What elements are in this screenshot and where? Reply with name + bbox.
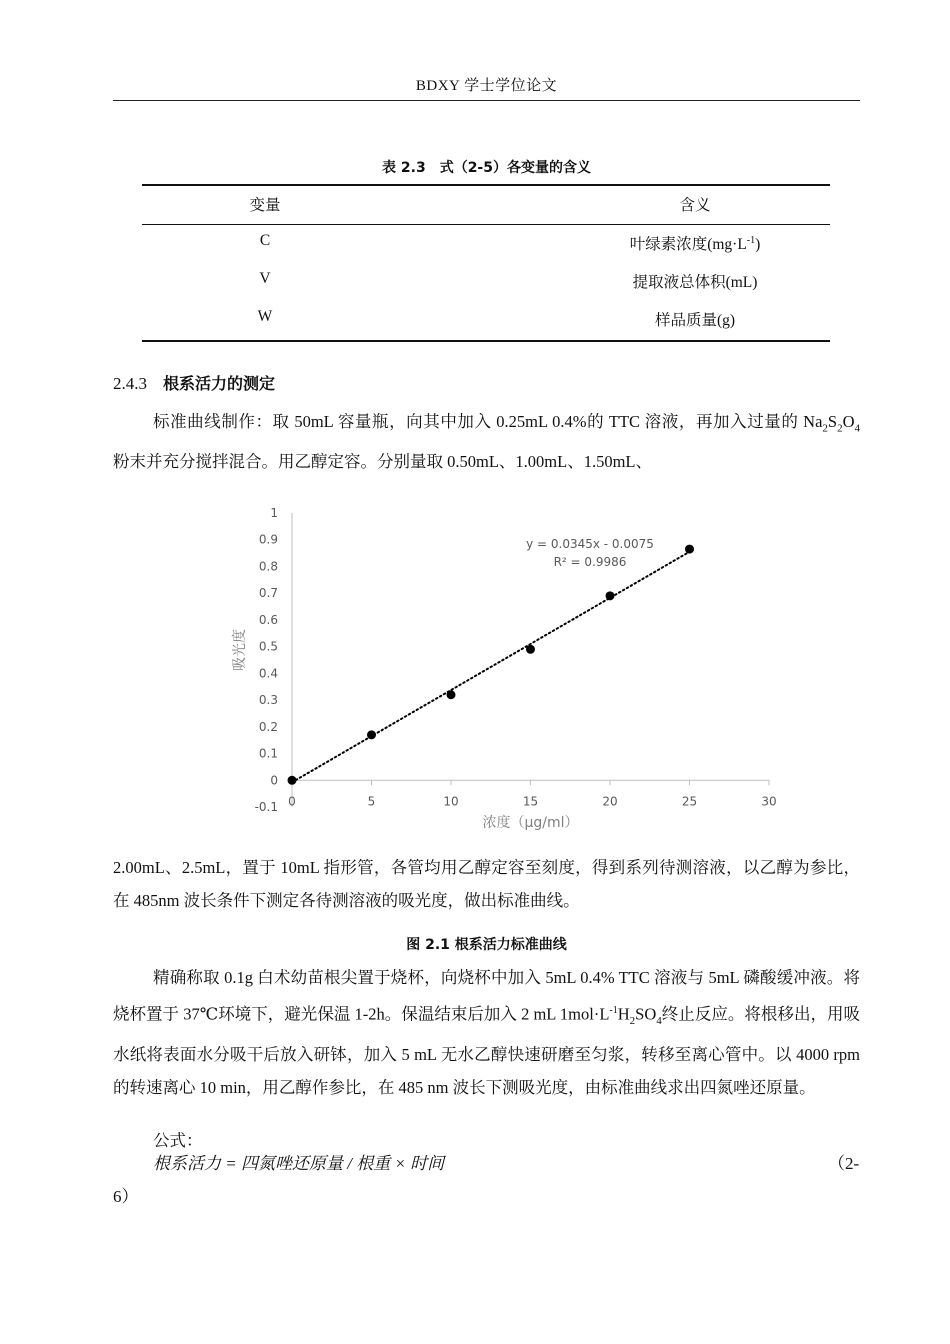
table-header-rule bbox=[142, 224, 830, 225]
data-point bbox=[685, 545, 694, 554]
table-row-var: W bbox=[257, 308, 273, 325]
x-tick-label: 0 bbox=[288, 794, 296, 809]
y-tick-label: 0.3 bbox=[258, 693, 278, 708]
y-tick-label: 0.7 bbox=[258, 586, 278, 601]
table-row-var: V bbox=[259, 270, 271, 287]
y-tick-label: 0.6 bbox=[258, 612, 278, 627]
y-tick-label: 0.2 bbox=[258, 719, 278, 734]
table-header-meaning: 含义 bbox=[679, 197, 711, 214]
formula: 根系活力 = 四氮唑还原量 / 根重 × 时间 bbox=[153, 1154, 445, 1173]
trendline-equation: y = 0.0345x - 0.0075 bbox=[526, 537, 654, 551]
data-point bbox=[288, 776, 297, 785]
y-tick-label: 0.9 bbox=[258, 532, 278, 547]
x-axis-title: 浓度（μg/ml） bbox=[482, 815, 579, 831]
data-point bbox=[606, 591, 615, 600]
trendline bbox=[292, 550, 693, 782]
paragraph-method: 精确称取 0.1g 白术幼苗根尖置于烧杯，向烧杯中加入 5mL 0.4% TTC 溶液与 5mL 磷酸缓冲液。将烧杯置于 37℃环境下，避光保温 1-2h。保温结束后加入 2 mL $1mol\cdot L^{-1}H_2SO_4$终止反应。将根移出，用吸水纸将表面水分吸干后放入研钵，加入 5 mL 无水乙醇快速研磨至匀浆，转移至离心管中。以 4000 rpm 的转速离心 10 min，用乙醇作参比，在 485 nm 波长下测吸光度，由标准曲线求出四氮唑还原量。 bbox=[113, 968, 860, 1097]
section-heading bbox=[113, 371, 275, 394]
table-row-var: C bbox=[259, 232, 271, 249]
y-tick-label: 0.5 bbox=[258, 639, 278, 654]
x-tick-label: 10 bbox=[443, 794, 459, 809]
y-tick-label: 1 bbox=[270, 506, 278, 520]
header-rule bbox=[113, 100, 860, 101]
page-header: BDXY 学士学位论文 bbox=[415, 78, 558, 94]
trendline-r2: R² = 0.9986 bbox=[553, 555, 627, 569]
y-tick-label: 0 bbox=[270, 773, 278, 788]
data-point bbox=[367, 730, 376, 739]
x-tick-label: 25 bbox=[681, 794, 698, 809]
formula-label: 公式： bbox=[153, 1131, 203, 1150]
formula-number-cont: 6） bbox=[113, 1187, 139, 1206]
y-tick-label: 0.8 bbox=[258, 559, 278, 574]
y-tick-label: 0.1 bbox=[258, 746, 278, 761]
x-tick-label: 15 bbox=[522, 794, 539, 809]
y-tick-label: 0.4 bbox=[258, 666, 278, 681]
table-caption: 表 2.3 式（2-5）各变量的含义 bbox=[382, 160, 591, 176]
table-row-meaning: 提取液总体积(mL) bbox=[632, 274, 758, 291]
data-point bbox=[526, 645, 535, 654]
x-tick-label: 30 bbox=[761, 794, 777, 809]
table-bottom-rule bbox=[142, 340, 830, 342]
chart-svg bbox=[210, 495, 810, 840]
paragraph-standard-curve: 标准曲线制作：取 50mL 容量瓶，向其中加入 0.25mL 0.4%的 TTC 溶液，再加入过量的 $Na_2S_2O_4$ 粉末并充分搅拌混合。用乙醇定容。分别量取 0.50mL、1.00mL、1.50mL、 bbox=[113, 412, 860, 472]
x-tick-label: 5 bbox=[367, 794, 376, 809]
y-axis-title: 吸光度 bbox=[232, 629, 248, 671]
standard-curve-chart bbox=[210, 495, 810, 840]
y-tick-label: -0.1 bbox=[254, 800, 278, 814]
data-point bbox=[447, 690, 456, 699]
figure-caption: 图 2.1 根系活力标准曲线 bbox=[406, 937, 567, 953]
formula-number: （2- bbox=[828, 1154, 860, 1173]
table-row-meaning: 叶绿素浓度$(mg\cdot L^{-1})$ bbox=[629, 234, 761, 253]
section-number: 2.4.3 bbox=[113, 374, 147, 393]
x-tick-label: 20 bbox=[602, 794, 618, 809]
paragraph-dilution: 2.00mL、2.5mL，置于 10mL 指形管，各管均用乙醇定容至刻度，得到系列待测溶液，以乙醇为参比，在 485nm 波长条件下测定各待测溶液的吸光度，做出标准曲线。 bbox=[113, 858, 860, 910]
table-top-rule bbox=[142, 184, 830, 186]
section-title: 根系活力的测定 bbox=[163, 374, 276, 393]
table-row-meaning: 样品质量(g) bbox=[654, 312, 736, 329]
table-header-variable: 变量 bbox=[249, 197, 281, 214]
